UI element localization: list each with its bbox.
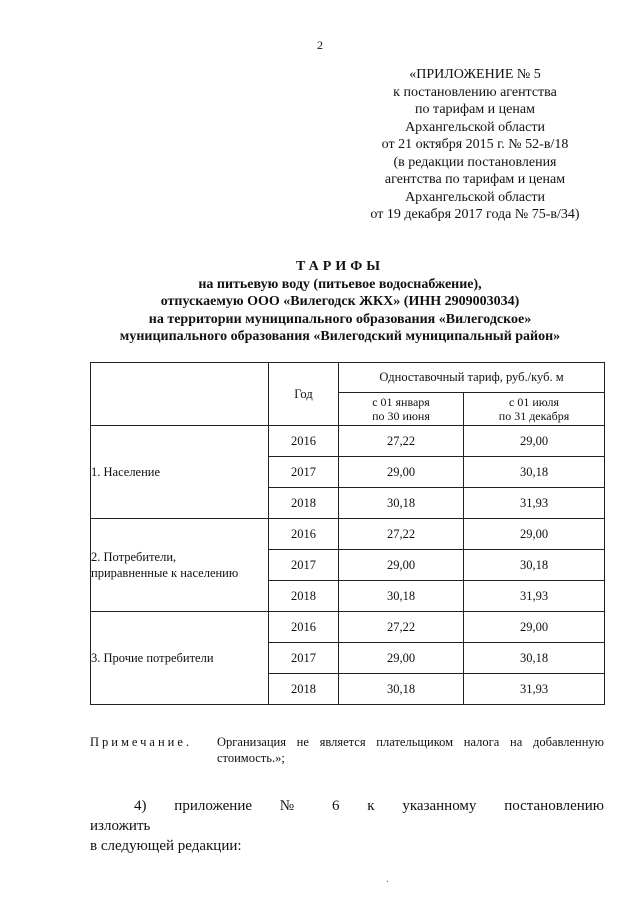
table-row <box>91 612 605 643</box>
header-tariff: Одноставочный тариф, руб./куб. м <box>339 363 605 393</box>
tariff-second-cell: 31,93 <box>464 488 605 519</box>
tariff-first-cell: 30,18 <box>339 674 464 705</box>
year-cell: 2018 <box>269 581 339 612</box>
tariff-first-cell: 27,22 <box>339 426 464 457</box>
tariff-first-cell: 27,22 <box>339 519 464 550</box>
tariff-first-cell: 29,00 <box>339 457 464 488</box>
tariff-first-cell: 27,22 <box>339 612 464 643</box>
tariff-first-cell: 29,00 <box>339 643 464 674</box>
page-number: 2 <box>317 38 323 52</box>
annex-line: Архангельской области <box>405 189 545 205</box>
tariff-second-cell: 29,00 <box>464 519 605 550</box>
tariff-first-cell: 29,00 <box>339 550 464 581</box>
tariff-second-cell: 31,93 <box>464 581 605 612</box>
year-cell: 2016 <box>269 519 339 550</box>
category-cell: 1. Население <box>91 426 269 519</box>
table-row <box>91 519 605 550</box>
year-cell: 2018 <box>269 488 339 519</box>
note-label: Примечание. <box>90 735 193 749</box>
tariffs-table <box>90 362 605 705</box>
tariff-second-cell: 31,93 <box>464 674 605 705</box>
tariff-second-cell: 29,00 <box>464 612 605 643</box>
document-title <box>60 258 620 346</box>
year-cell: 2017 <box>269 457 339 488</box>
annex-line: (в редакции постановления <box>393 154 557 170</box>
tariff-second-cell: 29,00 <box>464 426 605 457</box>
note-text-line2: стоимость.»; <box>217 751 285 765</box>
category-cell: 3. Прочие потребители <box>91 612 269 705</box>
annex-header <box>330 66 620 224</box>
annex-line: Архангельской области <box>405 119 545 135</box>
header-empty-cell <box>91 363 269 426</box>
tariff-second-cell: 30,18 <box>464 643 605 674</box>
title-heading: ТАРИФЫ <box>296 259 384 274</box>
stray-mark: . <box>386 874 389 885</box>
tariff-first-cell: 30,18 <box>339 581 464 612</box>
tariff-second-cell: 30,18 <box>464 457 605 488</box>
year-cell: 2018 <box>269 674 339 705</box>
amendment-paragraph <box>90 796 604 856</box>
header-period-second: с 01 июля по 31 декабря <box>464 393 605 426</box>
annex-line: «ПРИЛОЖЕНИЕ № 5 <box>409 67 541 82</box>
header-year: Год <box>269 363 339 426</box>
paragraph-line1: 4) приложение № 6 к указанному постановлению изложить <box>90 798 604 834</box>
annex-line: к постановлению агентства <box>393 84 557 100</box>
note-text-line1: Организация не является плательщиком налога на добавленную <box>217 735 604 749</box>
title-line: отпускаемую ООО «Вилегодск ЖКХ» (ИНН 2909003034) <box>160 294 520 309</box>
title-line: на питьевую воду (питьевое водоснабжение), <box>198 276 482 292</box>
year-cell: 2017 <box>269 550 339 581</box>
title-line: муниципального образования «Вилегодский муниципальный район» <box>119 329 561 344</box>
header-period-first: с 01 января по 30 июня <box>339 393 464 426</box>
category-cell: 2. Потребители, приравненные к населению <box>91 519 269 612</box>
tariff-second-cell: 30,18 <box>464 550 605 581</box>
table-header-row <box>91 363 605 393</box>
title-line: на территории муниципального образования «Вилегодское» <box>148 311 532 327</box>
tariff-first-cell: 30,18 <box>339 488 464 519</box>
year-cell: 2016 <box>269 426 339 457</box>
annex-line: от 19 декабря 2017 года № 75-в/34) <box>370 207 580 222</box>
year-cell: 2017 <box>269 643 339 674</box>
paragraph-line2: в следующей редакции: <box>90 838 242 854</box>
year-cell: 2016 <box>269 612 339 643</box>
annex-line: от 21 октября 2015 г. № 52-в/18 <box>381 137 569 152</box>
annex-line: агентства по тарифам и ценам <box>384 172 566 187</box>
table-row <box>91 426 605 457</box>
annex-line: по тарифам и ценам <box>415 102 535 117</box>
